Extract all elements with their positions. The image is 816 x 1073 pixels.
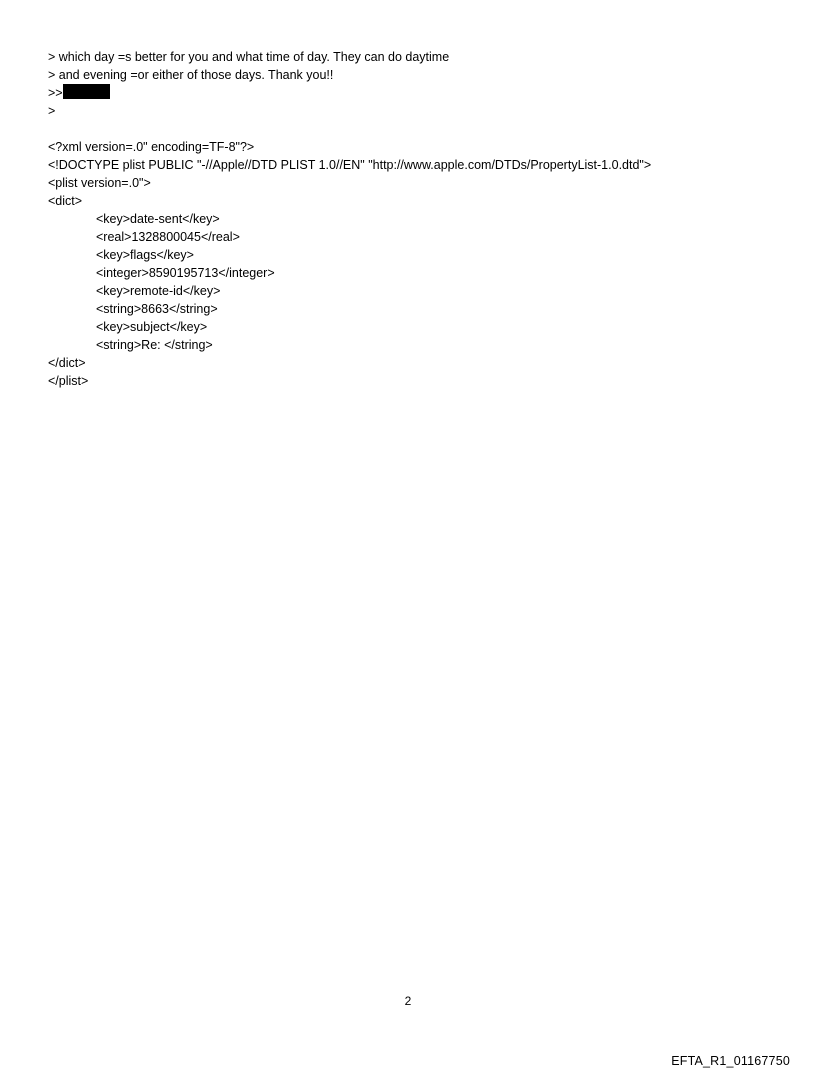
- plist-close-tag: </plist>: [48, 374, 89, 388]
- plist-entry: <real>1328800045</real>: [96, 230, 240, 244]
- document-body: [48, 48, 788, 390]
- dict-open-tag: <dict>: [48, 194, 83, 208]
- plist-entry: <key>subject</key>: [96, 320, 208, 334]
- plist-open-tag: <plist version=.0">: [48, 176, 151, 190]
- doctype-line: <!DOCTYPE plist PUBLIC "-//Apple//DTD PLIST 1.0//EN" "http://www.apple.com/DTDs/PropertyList-1.0.dtd">: [48, 158, 652, 172]
- plist-entry: <key>remote-id</key>: [96, 284, 221, 298]
- xml-declaration: <?xml version=.0" encoding=TF-8"?>: [48, 140, 255, 154]
- plist-entry: <string>Re: </string>: [96, 338, 213, 352]
- dict-close-tag: </dict>: [48, 356, 86, 370]
- page-number: 2: [404, 994, 412, 1008]
- plist-entry: <key>flags</key>: [96, 248, 194, 262]
- blank-line: [48, 120, 788, 138]
- bates-number: EFTA_R1_01167750: [671, 1054, 790, 1068]
- email-quote-end-marker: >: [48, 104, 56, 118]
- plist-entry: <string>8663</string>: [96, 302, 218, 316]
- email-quote-line: > and evening =or either of those days. Thank you!!: [48, 68, 334, 82]
- plist-entry: <integer>8590195713</integer>: [96, 266, 275, 280]
- redaction-block: [63, 84, 110, 99]
- redacted-quote-line: [48, 84, 788, 102]
- email-quote-line: > which day =s better for you and what time of day. They can do daytime: [48, 50, 450, 64]
- quote-prefix: >>: [48, 86, 63, 100]
- plist-entry: <key>date-sent</key>: [96, 212, 220, 226]
